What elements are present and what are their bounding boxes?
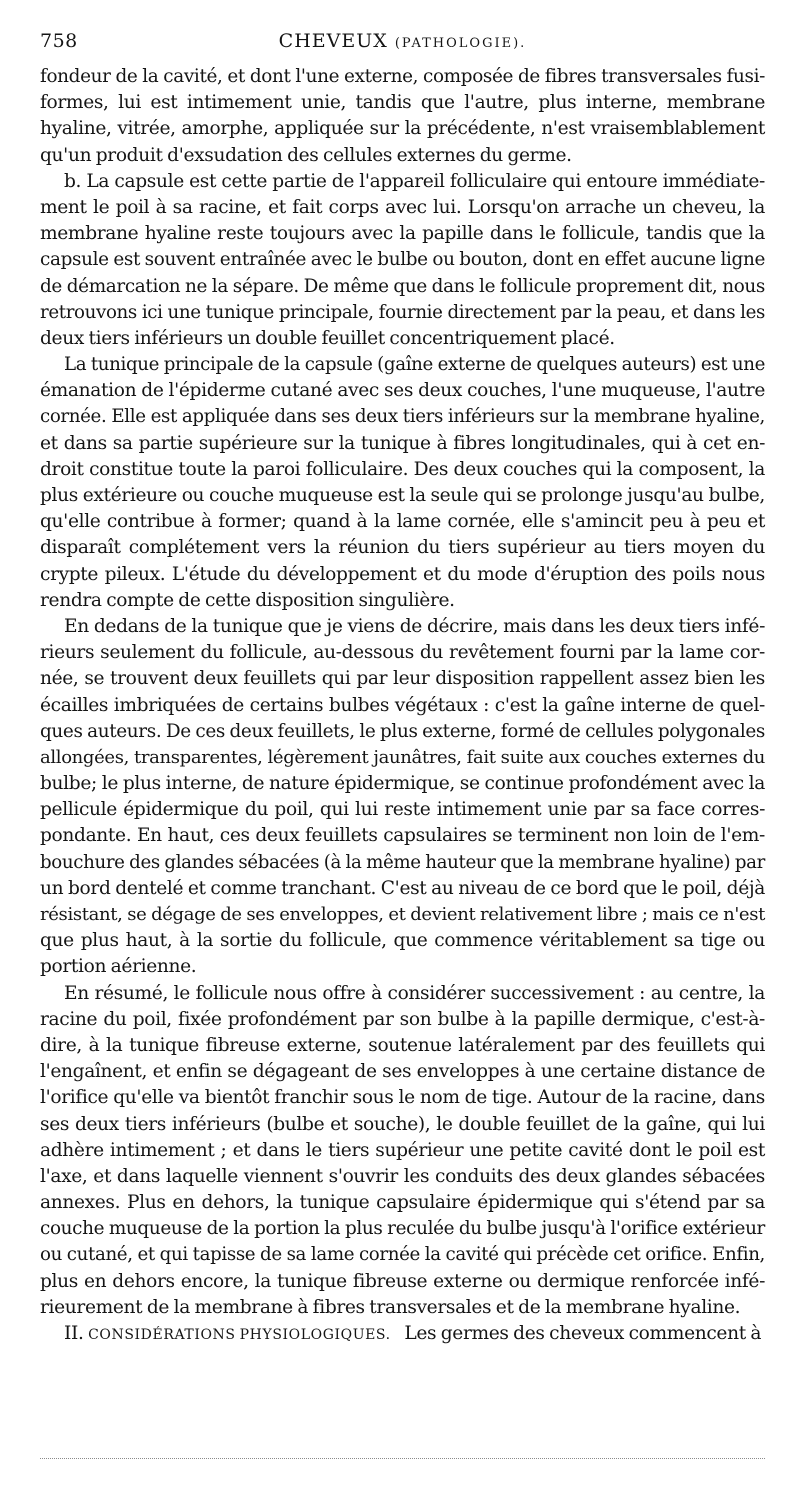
text-line: qu'elle contribue à former; quand à la lame cornée, elle s'amincit peu à peu et bbox=[40, 511, 765, 533]
paragraph bbox=[40, 64, 765, 169]
text-line: retrouvons ici une tunique principale, fournie directement par la peau, et dans les bbox=[40, 301, 765, 323]
text-line: et dans sa partie supérieure sur la tunique à fibres longitudinales, qui à cet en- bbox=[40, 432, 765, 454]
text-line: adhère intimement ; et dans le tiers supérieur une petite cavité dont le poil est bbox=[40, 1139, 765, 1161]
running-title bbox=[40, 30, 765, 52]
body-text bbox=[40, 64, 765, 1347]
text-line: crypte pileux. L'étude du développement et du mode d'éruption des poils nous bbox=[40, 563, 765, 585]
paragraph bbox=[40, 614, 765, 981]
section-heading bbox=[40, 1321, 765, 1347]
text-line: de démarcation ne la sépare. De même que dans le follicule proprement dit, nous bbox=[40, 275, 765, 297]
text-line: l'axe, et dans laquelle viennent s'ouvrir les conduits des deux glandes sébacées bbox=[40, 1165, 765, 1187]
text-line: racine du poil, fixée profondément par son bulbe à la papille dermique, c'est-à- bbox=[40, 1008, 765, 1030]
text-line: ses deux tiers inférieurs (bulbe et souche), le double feuillet de la gaîne, qui lui bbox=[40, 1113, 765, 1135]
footer-rule bbox=[40, 1458, 765, 1459]
text-line: annexes. Plus en dehors, la tunique capsulaire épidermique qui s'étend par sa bbox=[40, 1192, 765, 1214]
text-line: qu'un produit d'exsudation des cellules externes du germe. bbox=[40, 144, 572, 166]
text-line: capsule est souvent entraînée avec le bulbe ou bouton, dont en effet aucune ligne bbox=[40, 249, 765, 271]
text-line: plus extérieure ou couche muqueuse est la seule qui se prolonge jusqu'au bulbe, bbox=[40, 485, 765, 506]
paragraph bbox=[40, 352, 765, 614]
text-line: dire, à la tunique fibreuse externe, soutenue latéralement par des feuillets qui bbox=[40, 1034, 765, 1056]
section-continuation: Les germes des cheveux commencent à bbox=[404, 1323, 762, 1344]
text-line: disparaît complétement vers la réunion du tiers supérieur au tiers moyen du bbox=[40, 537, 765, 559]
text-line: allongées, transparentes, légèrement jaunâtres, fait suite aux couches externes du bbox=[40, 746, 765, 768]
text-line: droit constitue toute la paroi folliculaire. Des deux couches qui la composent, la bbox=[40, 458, 765, 480]
paragraph bbox=[40, 981, 765, 1321]
paragraph bbox=[40, 169, 765, 352]
text-line: ques auteurs. De ces deux feuillets, le plus externe, formé de cellules polygonales bbox=[40, 720, 765, 742]
text-line: cornée. Elle est appliquée dans ses deux tiers inférieurs sur la membrane hyaline, bbox=[40, 406, 765, 428]
text-line: hyaline, vitrée, amorphe, appliquée sur la précédente, n'est vraisemblablement bbox=[40, 118, 765, 140]
text-line: écailles imbriquées de certains bulbes végétaux : c'est la gaîne interne de quel- bbox=[40, 694, 765, 716]
text-line: bouchure des glandes sébacées (à la même hauteur que la membrane hyaline) par bbox=[40, 851, 765, 873]
text-line: En résumé, le follicule nous offre à considérer successivement : au centre, la bbox=[64, 982, 765, 1004]
text-line: La tunique principale de la capsule (gaîne externe de quelques auteurs) est une bbox=[64, 354, 765, 376]
text-line: portion aérienne. bbox=[40, 956, 197, 978]
text-line: couche muqueuse de la portion la plus reculée du bulbe jusqu'à l'orifice extérieur bbox=[40, 1218, 765, 1240]
text-line: résistant, se dégage de ses enveloppes, et devient relativement libre ; mais ce n'est bbox=[40, 904, 765, 925]
text-line: que plus haut, à la sortie du follicule, que commence véritablement sa tige ou bbox=[40, 930, 765, 952]
text-line: l'orifice qu'elle va bientôt franchir sous le nom de tige. Autour de la racine, dans bbox=[40, 1087, 765, 1109]
text-line: pellicule épidermique du poil, qui lui reste intimement unie par sa face corres- bbox=[40, 799, 765, 821]
running-title-sub: (PATHOLOGIE). bbox=[394, 36, 527, 51]
text-line: rieurement de la membrane à fibres transversales et de la membrane hyaline. bbox=[40, 1296, 741, 1318]
section-title: CONSIDÉRATIONS PHYSIOLOGIQUES. bbox=[88, 1327, 391, 1343]
text-line: rieurs seulement du follicule, au-dessous du revêtement fourni par la lame cor- bbox=[40, 642, 765, 664]
text-line: un bord dentelé et comme tranchant. C'est au niveau de ce bord que le poil, déjà bbox=[40, 877, 765, 899]
text-line: fondeur de la cavité, et dont l'une externe, composée de fibres transversales fusi- bbox=[40, 66, 765, 87]
section-heading-line bbox=[40, 1321, 765, 1347]
text-line: rendra compte de cette disposition singulière. bbox=[40, 589, 455, 611]
text-line: née, se trouvent deux feuillets qui par leur disposition rappellent assez bien les bbox=[40, 668, 765, 690]
text-line: ment le poil à sa racine, et fait corps avec lui. Lorsqu'on arrache un cheveu, la bbox=[40, 196, 765, 218]
text-line: l'engaînent, et enfin se dégageant de ses enveloppes à une certaine distance de bbox=[40, 1061, 765, 1083]
text-line: ou cutané, et qui tapisse de sa lame cornée la cavité qui précède cet orifice. Enfin, bbox=[40, 1244, 765, 1266]
page-number: 758 bbox=[40, 30, 78, 52]
text-line: En dedans de la tunique que je viens de décrire, mais dans les deux tiers infé- bbox=[64, 615, 765, 637]
text-line: émanation de l'épiderme cutané avec ses deux couches, l'une muqueuse, l'autre bbox=[40, 380, 765, 402]
text-line: deux tiers inférieurs un double feuillet concentriquement placé. bbox=[40, 327, 615, 349]
text-line: b. La capsule est cette partie de l'appareil folliculaire qui entoure immédiate- bbox=[64, 170, 765, 192]
text-line: bulbe; le plus interne, de nature épidermique, se continue profondément avec la bbox=[40, 773, 765, 795]
page-header bbox=[40, 30, 765, 56]
section-number: II. bbox=[64, 1323, 84, 1344]
text-line: formes, lui est intimement unie, tandis que l'autre, plus interne, membrane bbox=[40, 92, 765, 114]
text-line: pondante. En haut, ces deux feuillets capsulaires se terminent non loin de l'em- bbox=[40, 825, 765, 847]
text-line: plus en dehors encore, la tunique fibreuse externe ou dermique renforcée infé- bbox=[40, 1270, 765, 1292]
running-title-main: CHEVEUX bbox=[278, 30, 388, 52]
text-line: membrane hyaline reste toujours avec la papille dans le follicule, tandis que la bbox=[40, 223, 765, 245]
